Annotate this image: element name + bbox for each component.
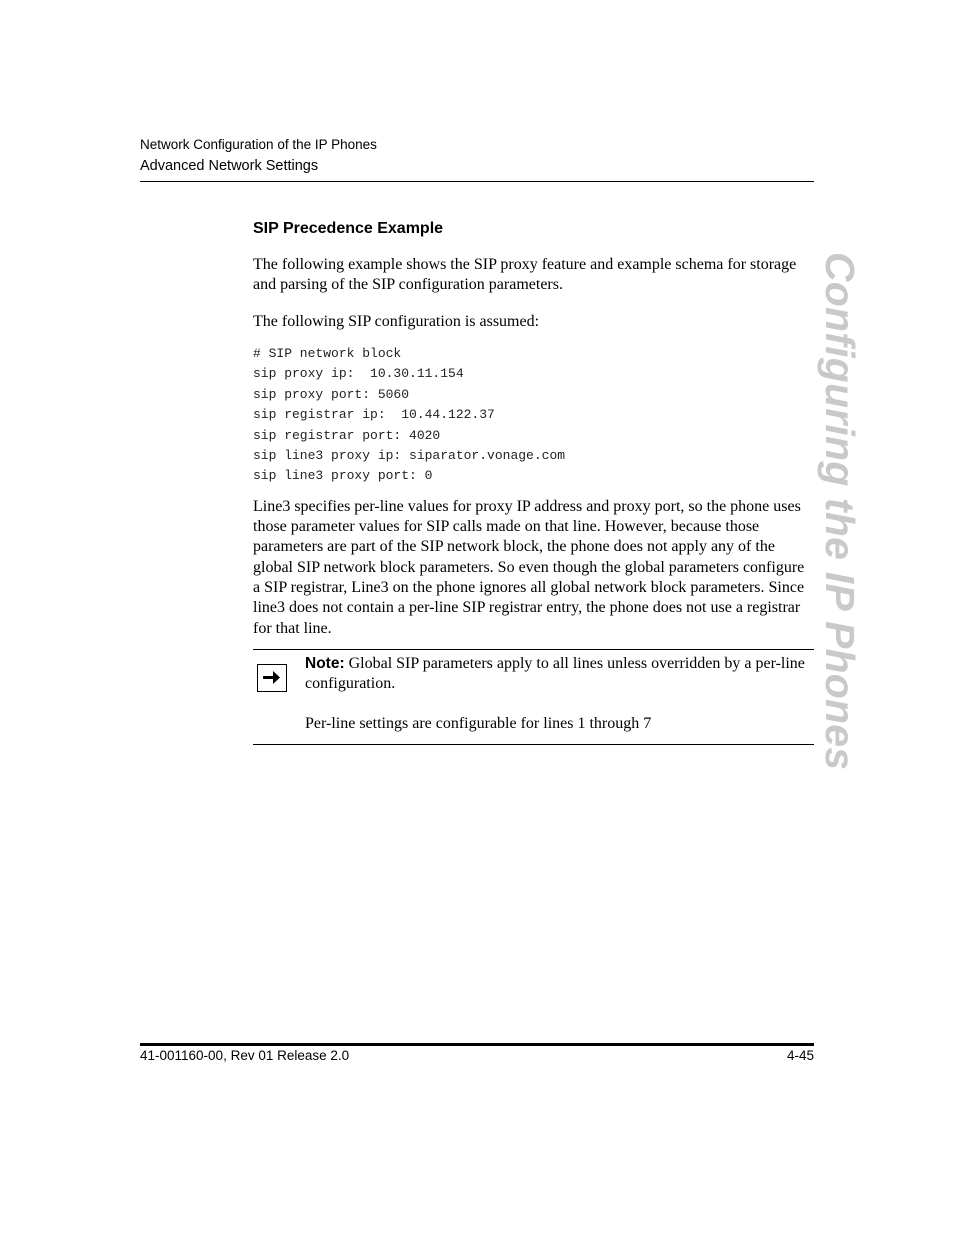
main-content [253, 219, 814, 745]
header-rule [140, 181, 814, 182]
chapter-title: Network Configuration of the IP Phones [140, 137, 377, 152]
note-box [253, 649, 814, 745]
note-text [305, 654, 814, 695]
code-line: sip line3 proxy port: 0 [253, 468, 433, 484]
assumed-paragraph: The following SIP configuration is assumed: [253, 312, 540, 330]
note-extra: Per-line settings are configurable for lines 1 through 7 [305, 715, 652, 733]
document-id: 41-001160-00, Rev 01 Release 2.0 [140, 1048, 350, 1063]
code-line: sip registrar port: 4020 [253, 427, 441, 443]
code-line: # SIP network block [253, 345, 402, 361]
code-line: sip line3 proxy ip: siparator.vonage.com [253, 447, 566, 463]
running-header [140, 137, 377, 176]
code-line: sip proxy ip: 10.30.11.154 [253, 366, 464, 382]
section-heading: SIP Precedence Example [253, 220, 444, 237]
page-number: 4-45 [786, 1048, 814, 1063]
code-line: sip registrar ip: 10.44.122.37 [253, 407, 495, 423]
chapter-side-tab [817, 252, 863, 771]
section-title: Advanced Network Settings [140, 158, 319, 174]
footer-rule [140, 1043, 814, 1046]
code-line: sip proxy port: 5060 [253, 386, 410, 402]
code-block [253, 344, 814, 487]
side-tab-text: Configuring the IP Phones [817, 252, 863, 771]
explanation-paragraph: Line3 specifies per-line values for proxy IP address and proxy port, so the phone uses those parameter values for SIP calls made on that line. However, because those parameters are part of the SIP network block, the phone does not apply any of the global SIP network block parameters. So even though the global parameters configure a SIP registrar, Line3 on the phone ignores all global network block parameters. Since line3 does not contain a per-line SIP registrar entry, the phone does not use a registrar for that line. [253, 497, 805, 637]
note-label: Note: [305, 654, 345, 672]
intro-paragraph: The following example shows the SIP proxy feature and example schema for storage and parsing of the SIP configuration parameters. [253, 256, 797, 294]
note-body: Global SIP parameters apply to all lines unless overridden by a per-line configuration. [305, 654, 805, 693]
arrow-right-icon [257, 664, 287, 692]
